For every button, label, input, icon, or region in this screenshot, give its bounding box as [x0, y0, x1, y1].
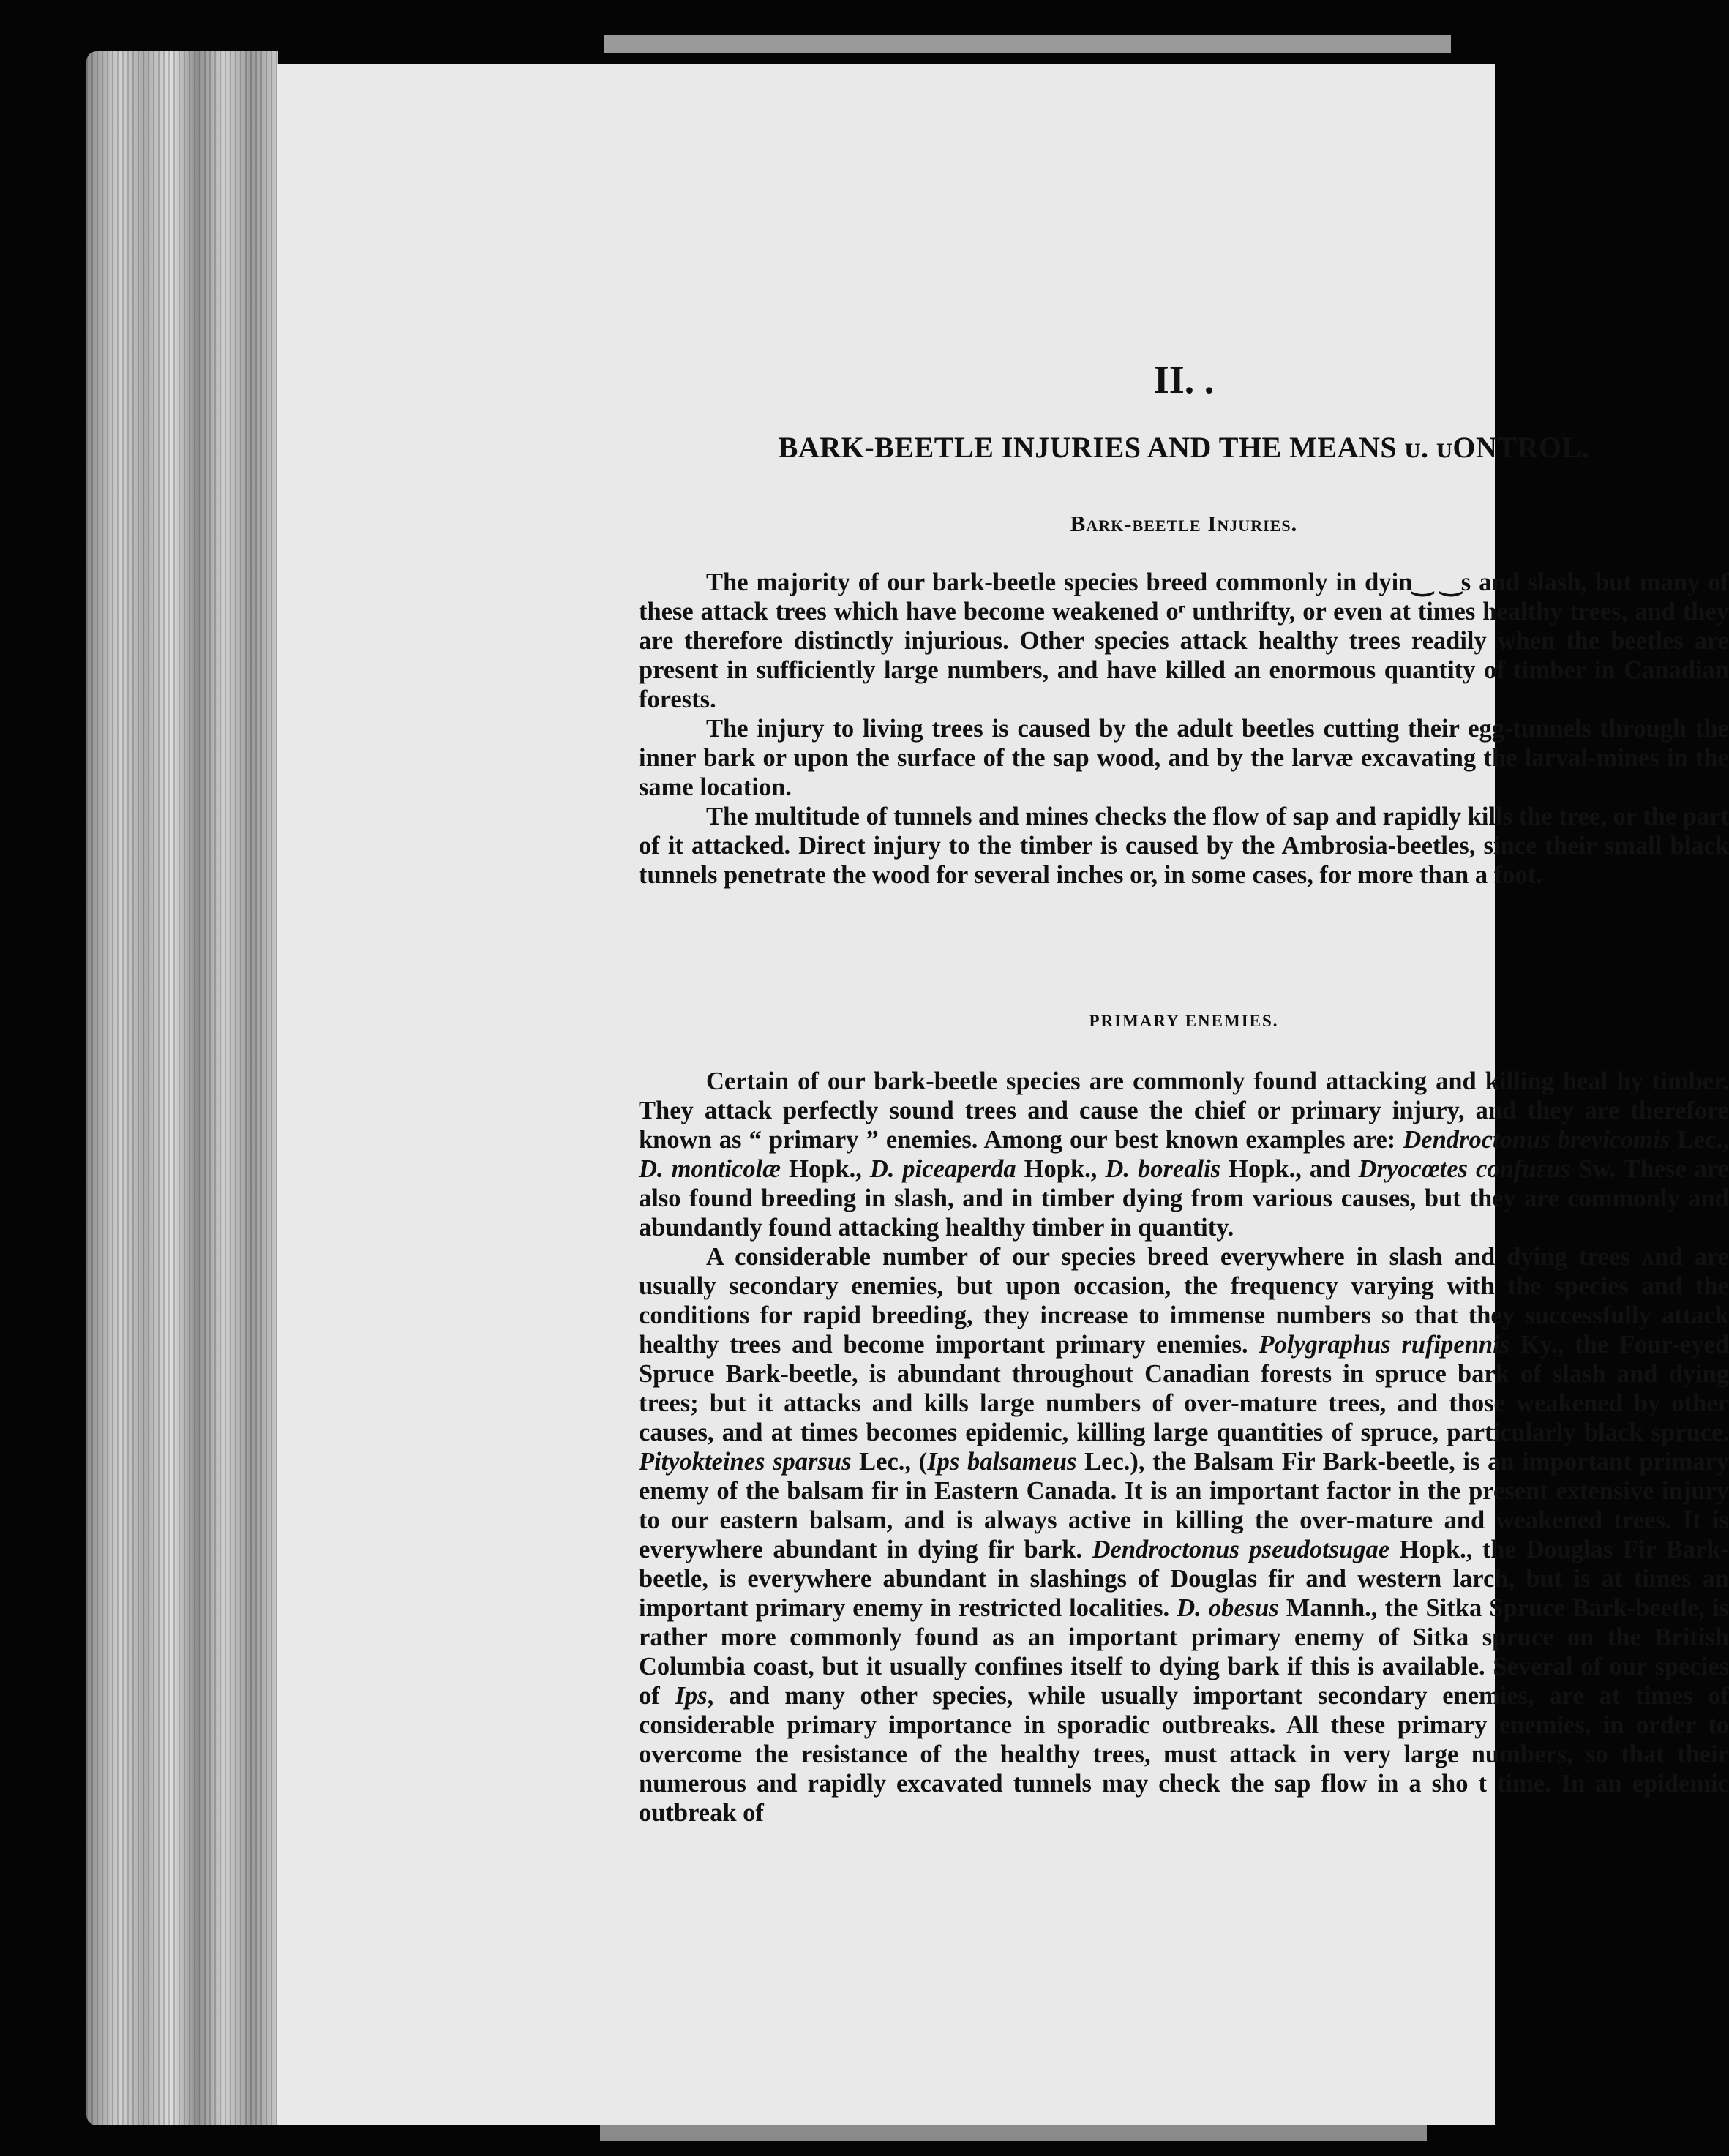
injuries-text	[639, 568, 1729, 890]
book-page-edges	[86, 51, 278, 2125]
scan-bottom-edge	[600, 2125, 1427, 2141]
paragraph: The majority of our bark-beetle species breed commonly in dyin‿ ‿s and slash, but many of these attack trees which have become weakened oʳ unthrifty, or even at times healthy trees, and they are therefore distinctly injurious. Other species attack healthy trees readily when the beetles are present in sufficiently large numbers, and have killed an enormous quantity of timber in Canadian forests.	[639, 568, 1729, 713]
chapter-title: BARK-BEETLE INJURIES AND THE MEANS ᴜ. ᴜONTROL.	[778, 431, 1590, 464]
chapter-number: II. .	[1153, 358, 1215, 402]
book-page	[277, 64, 1729, 2125]
section-heading-primary-enemies: PRIMARY ENEMIES.	[1089, 1012, 1279, 1030]
paragraph: The injury to living trees is caused by the adult beetles cutting their egg-tunnels through the inner bark or upon the surface of the sap wood, and by the larvæ excavating the larval-mines in the same location.	[639, 715, 1729, 801]
section-heading-injuries: Bark-beetle Injuries.	[1070, 511, 1298, 536]
paragraph-secondary-enemies: A considerable number of our species breed everywhere in slash and dying trees ʌnd are usually secondary enemies, but upon occasion, the frequency varying with the species and the conditions for rapid breeding, they increase to immense numbers so that they successfully attack healthy trees and become important primary enemies. Polygraphus rufipennis Ky., the Four-eyed Spruce Bark-beetle, is abundant throughout Canadian forests in spruce bark of slash and dying trees; but it attacks and kills large numbers of over-mature trees, and those weakened by other causes, and at times becomes epidemic, killing large quantities of spruce, particularly black spruce. Pityokteines sparsus Lec., (Ips balsameus Lec.), the Balsam Fir Bark-beetle, is an important primary enemy of the balsam fir in Eastern Canada. It is an important factor in the present extensive injury to our eastern balsam, and is always active in killing the over-mature and weakened trees. It is everywhere abundant in dying fir bark. Dendroctonus pseudotsugae Hopk., the Douglas Fir Bark-beetle, is everywhere abundant in slashings of Douglas fir and western larch, but is at times an important primary enemy in restricted localities. D. obesus Mannh., the Sitka Spruce Bark-beetle, is rather more commonly found as an important primary enemy of Sitka spruce on the British Columbia coast, but it usually confines itself to dying bark if this is available. Several of our species of Ips, and many other species, while usually important secondary enemies, are at times of considerable primary importance in sporadic outbreaks. All these primary enemies, in order to overcome the resistance of the healthy trees, must attack in very large numbers, so that their numerous and rapidly excavated tunnels may check the sap flow in a sho t time. In an epidemic outbreak of	[639, 1243, 1729, 1827]
primary-enemies-text	[639, 1067, 1729, 1828]
paragraph: The multitude of tunnels and mines checks the flow of sap and rapidly kills the tree, or the part of it attacked. Direct injury to the timber is caused by the Ambrosia-beetles, since their small black tunnels penetrate the wood for several inches or, in some cases, for more than a foot.	[639, 803, 1729, 889]
scan-top-edge	[604, 35, 1451, 53]
paragraph-primary-enemies: Certain of our bark-beetle species are commonly found attacking and killing heal hy timber. They attack perfectly sound trees and cause the chief or primary injury, and they are therefore known as “ primary ” enemies. Among our best known examples are: Dendroctonus brevicomis Lec., D. monticolæ Hopk., D. piceaperda Hopk., D. borealis Hopk., and Dryocœtes confuɛus Sw. These are also found breeding in slash, and in timber dying from various causes, but they are commonly and abundantly found attacking healthy timber in quantity.	[639, 1067, 1729, 1242]
